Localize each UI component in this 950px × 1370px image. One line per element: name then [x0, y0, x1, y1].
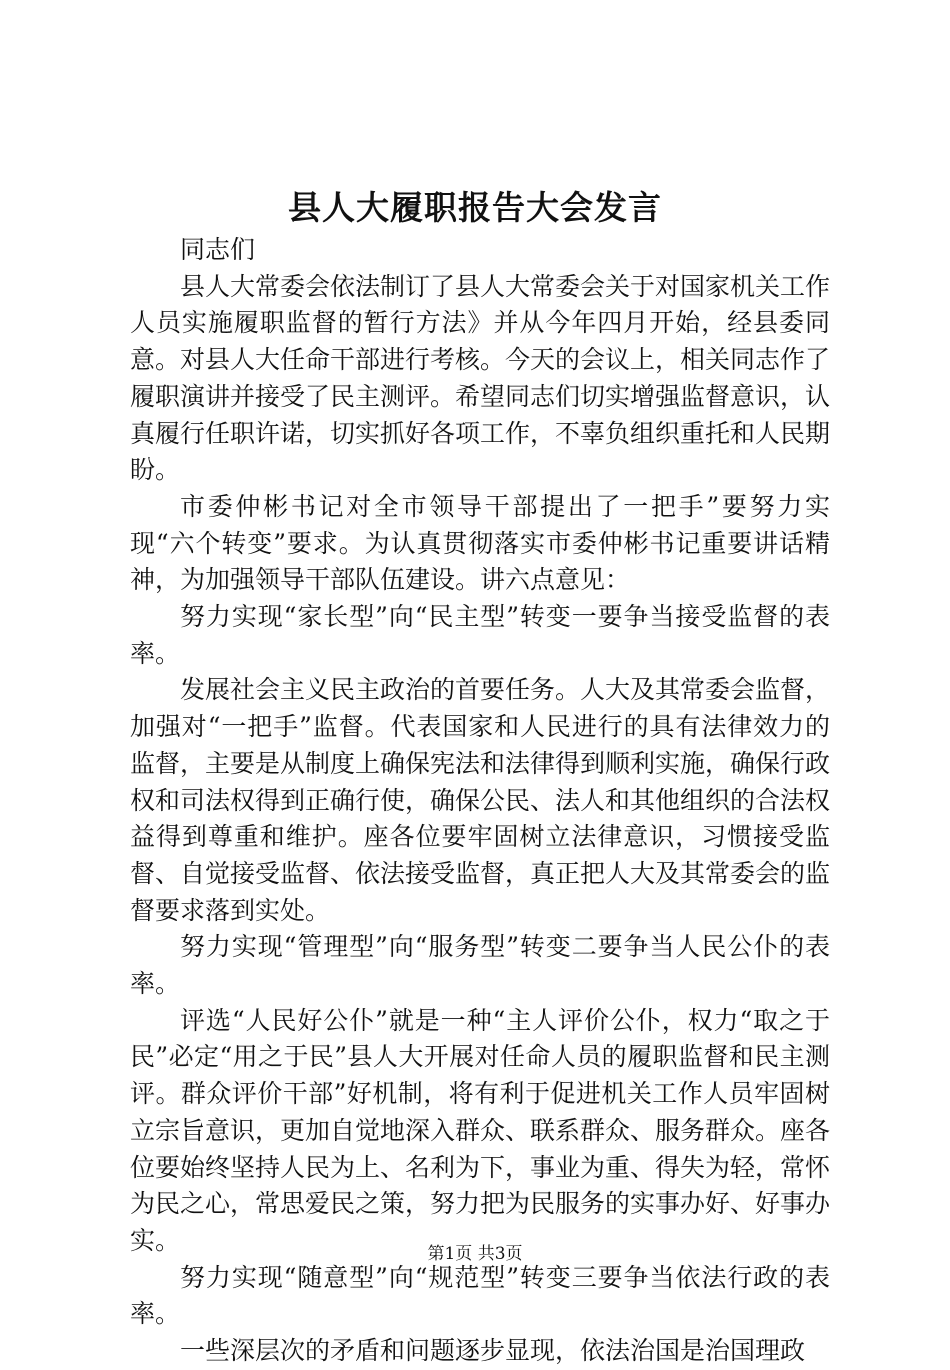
- document-title: 县人大履职报告大会发言: [288, 188, 662, 227]
- body-paragraph: 一些深层次的矛盾和问题逐步显现，依法治国是治国理政: [180, 1336, 806, 1366]
- body-paragraph: 县人大常委会依法制订了县人大常委会关于对国家机关工作人员实施履职监督的暂行方法》并从今年四月开始，经县委同意。对县人大任命干部进行考核。今天的会议上，相关同志作了履职演讲并接受了民主测评。希望同志们切实增强监督意识，认真履行任职许诺，切实抓好各项工作，不辜负组织重托和人民期盼。: [130, 271, 831, 485]
- page-number-footer: 第1页 共3页: [427, 1244, 523, 1264]
- body-paragraph: 评选“人民好公仆”就是一种“主人评价公仆，权力“取之于民”必定“用之于民”县人大开展对任命人员的履职监督和民主测评。群众评价干部”好机制，将有利于促进机关工作人员牢固树立宗旨意识，更加自觉地深入群众、联系群众、服务群众。座各位要始终坚持人民为上、名利为下，事业为重、得失为轻，常怀为民之心，常思爱民之策，努力把为民服务的实事办好、好事办实。: [130, 1005, 831, 1255]
- salutation: 同志们: [180, 235, 256, 264]
- section-heading: 努力实现“管理型”向“服务型”转变二要争当人民公仆的表率。: [130, 932, 830, 999]
- document-body: [130, 232, 830, 1370]
- body-paragraph: 市委仲彬书记对全市领导干部提出了一把手”要努力实现“六个转变”要求。为认真贯彻落实市委仲彬书记重要讲话精神，为加强领导干部队伍建设。讲六点意见：: [130, 491, 830, 595]
- body-paragraph: 发展社会主义民主政治的首要任务。人大及其常委会监督，加强对“一把手”监督。代表国家和人民进行的具有法律效力的监督，主要是从制度上确保宪法和法律得到顺利实施，确保行政权和司法权得到正确行使，确保公民、法人和其他组织的合法权益得到尊重和维护。座各位要牢固树立法律意识，习惯接受监督、自觉接受监督、依法接受监督，真正把人大及其常委会的监督要求落到实处。: [130, 675, 831, 925]
- section-heading: 努力实现“随意型”向“规范型”转变三要争当依法行政的表率。: [130, 1262, 830, 1329]
- section-heading: 努力实现“家长型”向“民主型”转变一要争当接受监督的表率。: [130, 602, 830, 668]
